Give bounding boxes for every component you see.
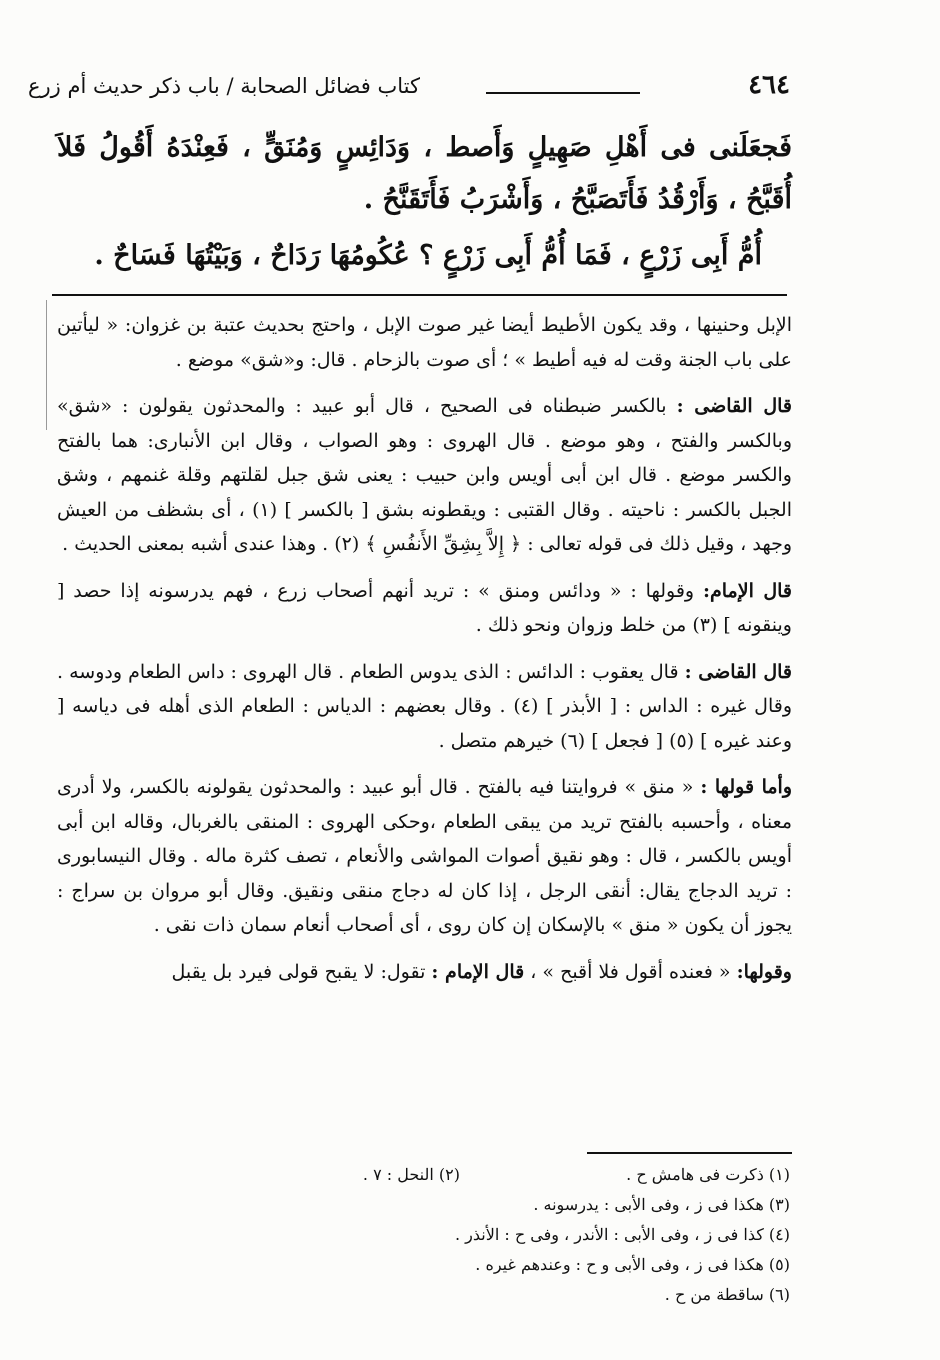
commentary-paragraph (57, 655, 792, 759)
footnote: (٤) كذا فى ز ، وفى الأبى : الأندر ، وفى ح : الأنذر . (454, 1225, 790, 1244)
paragraph-lead: قال القاضى : (676, 395, 792, 417)
commentary-paragraph (57, 770, 792, 943)
paragraph-body: بالكسر ضبطناه فى الصحيح ، قال أبو عبيد : والمحدثون يقولون : «شق» وبالكسر والفتح ، وهو موضع . قال الهروى : وهو الصواب ، وقال ابن الأنبارى: هما بالفتح والكسر موضع . قال ابن أبى أويس وابن حبيب : يعنى شق جبل لقلتهم وقلة غنمهم ، وشق الجبل بالكسر : ناحيته . وقال القتبى : ويقطونه بشق [ بالكسر ] (١) ، أى بشظف من العيش وجهد ، وقيل ذلك فى قوله تعالى : ﴿ إِلاَّ بِشِقِّ الأَنفُسِ ﴾ (٢) . وهذا عندى أشبه بمعنى الحديث . (57, 395, 793, 555)
commentary-paragraph (57, 389, 792, 562)
paragraph-body: الإبل وحنينها ، وقد يكون الأطيط أيضا غير صوت الإبل ، واحتج بحديث عتبة بن غزوان: « ليأتين على باب الجنة وقت له فيه أطيط » ؛ أى صوت بالزحام . قال: و«شق» موضع . (57, 314, 792, 371)
footnote: (٦) ساقطة من ح . (664, 1285, 790, 1304)
footnote: (٢) النحل : ٧ . (362, 1165, 460, 1184)
paragraph-lead: وأما قولها : (700, 776, 792, 798)
paragraph-body: « فعنده أقول فلا أقبح » ، (524, 960, 737, 983)
hadith-line-2: أُمُّ أَبِى زَرْعٍ ، فَمَا أُمُّ أَبِى زَرْعٍ ؟ عُكُومُهَا رَدَاحٌ ، وَبَيْتُهَا فَسَاحٌ . (94, 240, 762, 271)
commentary-text (57, 308, 792, 1001)
paragraph-body: « منق » فروايتنا فيه بالفتح . قال أبو عبيد : والمحدثون يقولونه بالكسر، ولا أدرى معناه ، وأحسبه بالفتح تريد من يبقى الطعام ،وحكى الهروى : المنقى بالغربال، وقاله ابن أبى أويس بالكسر ، قال : وهو نقيق أصوات المواشى والأنعام ، تصف كثرة ماله . وقال النيسابورى : تريد الدجاج يقال: أنقى الرجل ، إذا كان له دجاج منقى ونقيق. وقال أبو مروان بن سراج : يجوز أن يكون « منق » بالإسكان إن كان روى ، أى أصحاب أنعام سمان ذات نقى . (57, 776, 792, 936)
hadith-line-1: فَجعَلَنى فى أَهْلِ صَهِيلٍ وَأَصط ، وَدَائِسٍ وَمُنَقٍّ ، فَعِنْدَهُ أَقُولُ فَلاَ أُقَبَّحُ ، وَأَرْقُدُ فَأَتَصَبَّحُ ، وَأَشْرَبُ فَأَتَقَنَّحُ . (57, 132, 792, 215)
running-header-title: كتاب فضائل الصحابة / باب ذكر حديث أم زرع (28, 74, 420, 98)
paragraph-lead: قال الإمام: (702, 579, 792, 602)
section-divider (52, 294, 787, 296)
paragraph-body: قال يعقوب : الدائس : الذى يدوس الطعام . قال الهروى : داس الطعام ودوسه . وقال غيره : الداس : [ الأبذر ] (٤) . وقال بعضهم : الدياس : الطعام الذى أهله فى دياسه [ وعند غيره ] (٥) [ فجعل ] (٦) خيرهم متصل . (57, 660, 792, 752)
page-number: ٤٦٤ (748, 70, 790, 100)
footnote-rule (587, 1152, 792, 1154)
commentary-paragraph (57, 955, 792, 990)
paragraph-body: وقولها : « ودائس ومنق » : تريد أنهم أصحاب زرع ، فهم يدرسونه إذا حصد [ وينقونه ] (٣) من خلط وزوان ونحو ذلك . (57, 579, 792, 636)
hadith-text (57, 122, 792, 282)
footnote: (٥) هكذا فى ز ، وفى الأبى و ح : وعندهم غيره . (475, 1255, 790, 1274)
margin-line (46, 300, 47, 430)
commentary-paragraph (57, 574, 792, 643)
paragraph-lead: قال القاضى : (684, 660, 792, 683)
footnote: (١) ذكرت فى هامش ح . (626, 1165, 790, 1184)
footnotes (190, 1160, 790, 1310)
footnote: (٣) هكذا فى ز ، وفى الأبى : يدرسونه . (533, 1195, 790, 1214)
paragraph-lead: قال الإمام : (431, 960, 525, 983)
paragraph-body: تقول: لا يقبح قولى فيرد بل يقبل (171, 960, 432, 983)
header-rule (486, 92, 640, 94)
paragraph-lead: وقولها: (736, 960, 792, 983)
commentary-paragraph (57, 308, 792, 377)
footnote-row (190, 1160, 790, 1190)
